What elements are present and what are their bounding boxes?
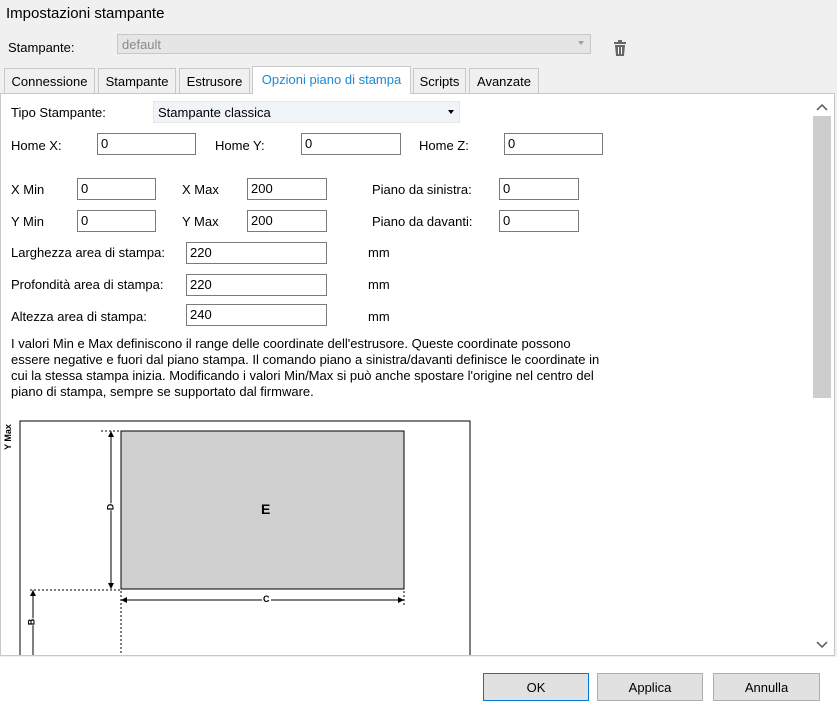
home-x-label: Home X:: [11, 138, 62, 153]
trash-icon[interactable]: [611, 39, 629, 57]
ok-button[interactable]: OK: [483, 673, 589, 701]
height-unit: mm: [368, 309, 390, 324]
front-offset-label: Piano da davanti:: [372, 214, 473, 229]
diagram-label-c: C: [263, 594, 270, 604]
window-title: Impostazioni stampante: [6, 5, 165, 22]
printer-select[interactable]: [117, 34, 591, 54]
front-offset-input[interactable]: 0: [499, 210, 579, 232]
diagram-label-d: D: [105, 503, 116, 511]
depth-label: Profondità area di stampa:: [11, 277, 164, 292]
tab-scripts[interactable]: Scripts: [413, 68, 466, 93]
x-min-input[interactable]: 0: [77, 178, 156, 200]
y-max-label: Y Max: [182, 214, 219, 229]
printer-type-value: Stampante classica: [158, 105, 271, 120]
scroll-down-icon[interactable]: [816, 638, 828, 653]
bed-diagram: [2, 415, 472, 655]
description-text: I valori Min e Max definiscono il range delle coordinate dell'estrusore. Queste coordinate possono essere negative e fuori dal piano stampa. Il comando piano a sinistra/davanti definisce le coordinate in cui la stessa stampa inizia. Modificando i valori Min/Max si può anche spostare l'origine nel centro del piano di stampa, sempre se supportato dal firmware.: [11, 336, 600, 399]
cancel-button[interactable]: Annulla: [713, 673, 820, 701]
width-unit: mm: [368, 245, 390, 260]
dialog-footer: [0, 657, 837, 719]
tab-connessione[interactable]: Connessione: [4, 68, 95, 93]
diagram-label-b: B: [26, 618, 37, 626]
width-input[interactable]: 220: [186, 242, 327, 264]
printer-type-label: Tipo Stampante:: [11, 105, 106, 120]
x-min-label: X Min: [11, 182, 45, 197]
scroll-up-icon[interactable]: [816, 100, 828, 115]
tab-opzioni-piano[interactable]: Opzioni piano di stampa: [252, 66, 411, 94]
chevron-down-icon: [578, 41, 584, 45]
apply-button[interactable]: Applica: [597, 673, 703, 701]
printer-select-value: default: [122, 37, 162, 52]
home-z-label: Home Z:: [419, 138, 469, 153]
left-offset-input[interactable]: 0: [499, 178, 579, 200]
diagram-label-e: E: [261, 501, 271, 517]
printer-label: Stampante:: [8, 40, 75, 55]
y-max-input[interactable]: 200: [247, 210, 327, 232]
printer-type-select[interactable]: [153, 101, 460, 123]
x-max-label: X Max: [182, 182, 219, 197]
depth-unit: mm: [368, 277, 390, 292]
home-z-input[interactable]: 0: [504, 133, 603, 155]
home-y-input[interactable]: 0: [301, 133, 401, 155]
width-label: Larghezza area di stampa:: [11, 245, 165, 260]
home-y-label: Home Y:: [215, 138, 265, 153]
height-input[interactable]: 240: [186, 304, 327, 326]
chevron-down-icon: [448, 110, 454, 114]
tab-estrusore[interactable]: Estrusore: [179, 68, 250, 93]
left-offset-label: Piano da sinistra:: [372, 182, 472, 197]
x-max-input[interactable]: 200: [247, 178, 327, 200]
y-min-label: Y Min: [11, 214, 44, 229]
home-x-input[interactable]: 0: [97, 133, 196, 155]
tab-avanzate[interactable]: Avanzate: [469, 68, 539, 93]
height-label: Altezza area di stampa:: [11, 309, 147, 324]
depth-input[interactable]: 220: [186, 274, 327, 296]
scrollbar-thumb[interactable]: [813, 116, 831, 398]
tab-stampante[interactable]: Stampante: [98, 68, 176, 93]
diagram-y-max-label: Y Max: [2, 424, 13, 450]
y-min-input[interactable]: 0: [77, 210, 156, 232]
